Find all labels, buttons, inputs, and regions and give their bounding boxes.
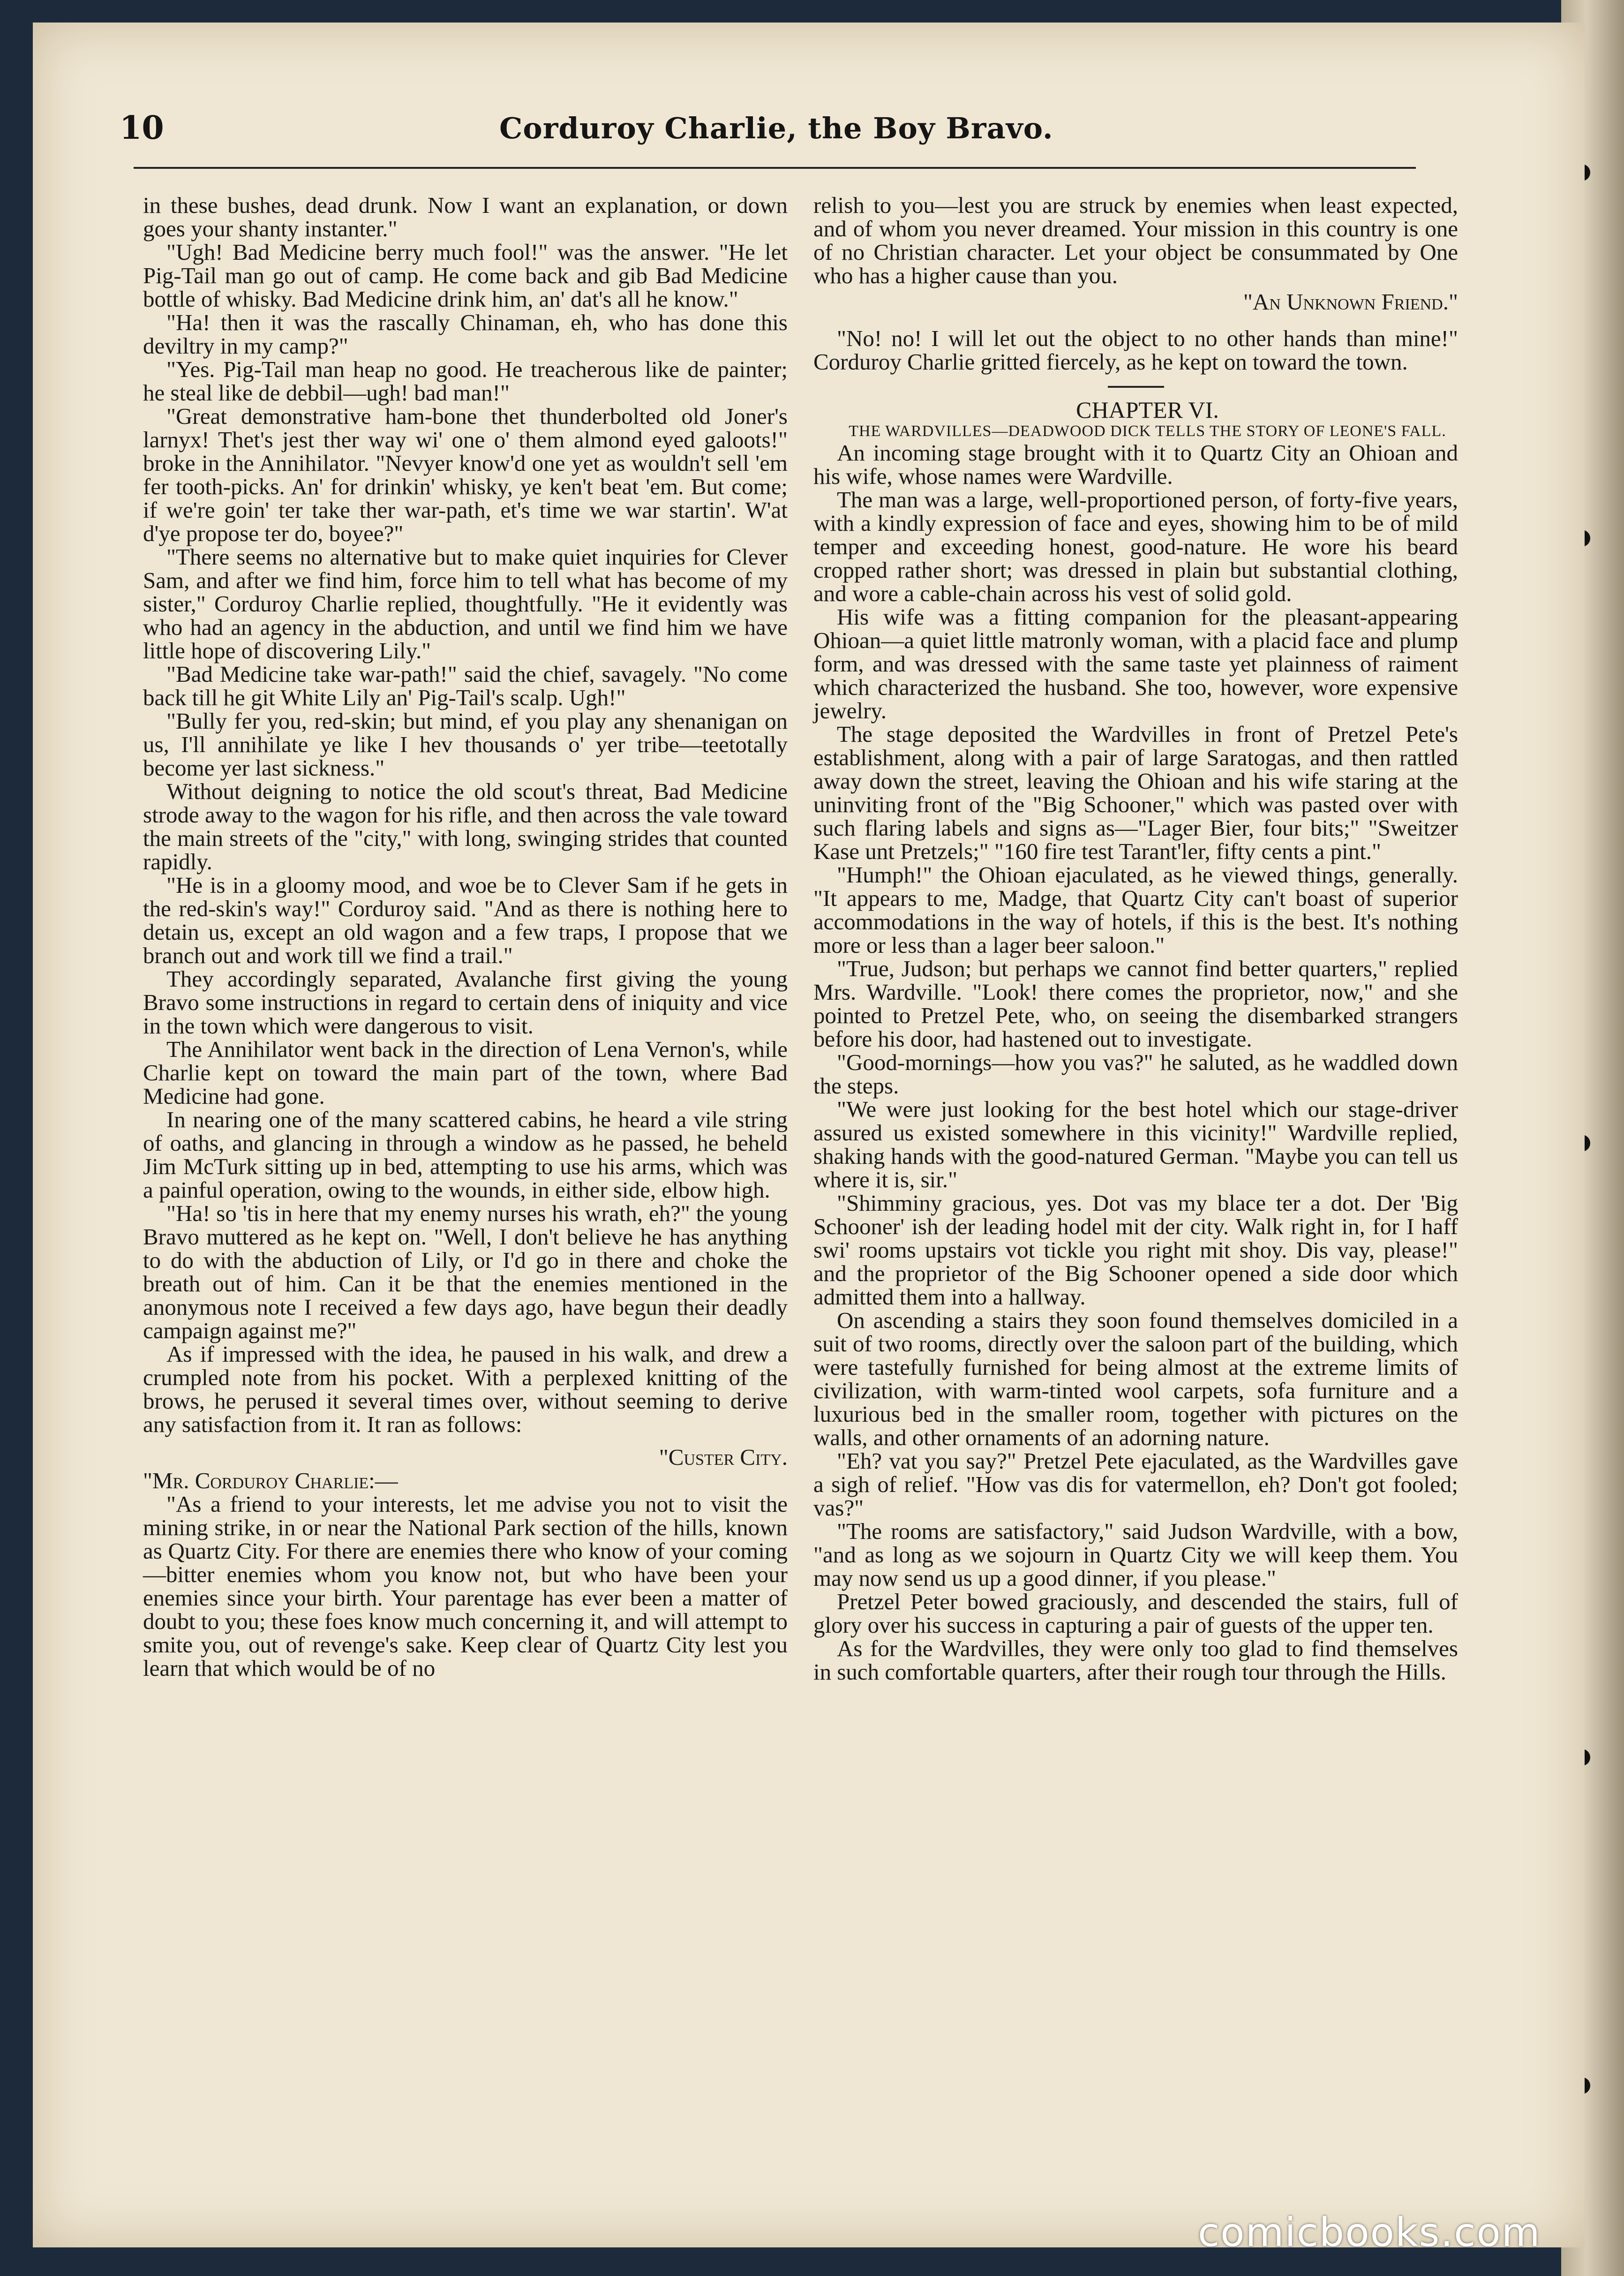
watermark: comicbooks.com — [1198, 2209, 1541, 2255]
paragraph: The Annihilator went back in the direction of Lena Vernon's, while Charlie kept on toward the main part of the town, where Bad Medicine had gone. — [143, 1036, 788, 1109]
section-rule — [1108, 386, 1164, 388]
paragraph: "Humph!" the Ohioan ejaculated, as he viewed things, generally. "It appears to me, Madge, that Quartz City can't boast of superior accommodations in the way of hotels, if this is the best. It's nothing more or less than a lager beer saloon." — [813, 862, 1458, 958]
header-rule-left — [134, 167, 741, 169]
paragraph: "True, Judson; but perhaps we cannot find better quarters," replied Mrs. Wardville. "Look! there comes the proprietor, now," and she pointed to Pretzel Pete, who, on seeing the disembarked strangers before his door, had hastened out to investigate. — [813, 956, 1458, 1052]
paragraph: "Shimminy gracious, yes. Dot vas my blace ter a dot. Der 'Big Schooner' ish der leading hodel mit der city. Walk right in, for I haff swi' rooms upstairs vot tickle you right mit shoy. Dis vay, please!" and the proprietor of the Big Schooner opened a side door which admitted them into a hallway. — [813, 1190, 1458, 1310]
running-header — [120, 109, 1460, 161]
letter-salutation: "Mr. Corduroy Charlie:— — [143, 1468, 398, 1493]
header-rule-right — [741, 167, 1416, 169]
page — [33, 23, 1585, 2247]
paragraph: "Great demonstrative ham-bone thet thunderbolted old Joner's larnyx! Thet's jest ther way wi' one o' them almond eyed galoots!" broke in the Annihilator. "Nevyer know'd one yet as wouldn't sell 'em fer tooth-picks. An' for drinkin' whisky, ye ken't beat 'em. But come; if we're goin' ter take ther war-path, et's time we war startin'. W'at d'ye propose ter do, boyee?" — [143, 403, 788, 546]
chapter-title: CHAPTER VI. — [1076, 397, 1219, 423]
paragraph: "Good-mornings—how you vas?" he saluted, as he waddled down the steps. — [813, 1049, 1458, 1099]
chapter-subtitle: THE WARDVILLES—DEADWOOD DICK TELLS THE STORY OF LEONE'S FALL. — [849, 422, 1446, 440]
page-number: 10 — [120, 109, 164, 147]
paragraph: "He is in a gloomy mood, and woe be to Clever Sam if he gets in the red-skin's way!" Corduroy said. "And as there is nothing here to detain us, except an old wagon and a few traps, I propose that we branch out and work till we find a trail." — [143, 872, 788, 968]
paragraph: "There seems no alternative but to make quiet inquiries for Clever Sam, and after we find him, force him to tell what has become of my sister," Corduroy Charlie replied, thoughtfully. "He it evidently was who had an agency in the abduction, and until we find him we have little hope of discovering Lily." — [143, 544, 788, 663]
paragraph: They accordingly separated, Avalanche first giving the young Bravo some instructions in regard to certain dens of iniquity and vice in the town which were dangerous to visit. — [143, 966, 788, 1039]
paragraph: As if impressed with the idea, he paused in his walk, and drew a crumpled note from his pocket. With a perplexed knitting of the brows, he perused it several times over, without seeming to derive any satisfaction from it. It ran as follows: — [143, 1341, 788, 1437]
right-column — [813, 194, 1458, 1684]
paragraph: "Bully fer you, red-skin; but mind, ef you play any shenanigan on us, I'll annihilate ye like I hev thousands o' yer tribe—teetotally become yer last sickness." — [143, 708, 788, 781]
letter-signature: "An Unknown Friend." — [1243, 289, 1458, 315]
paragraph: In nearing one of the many scattered cabins, he heard a vile string of oaths, and glancing in through a window as he passed, he beheld Jim McTurk sitting up in bed, attempting to use his arms, which was a painful operation, owing to the wounds, in either side, elbow high. — [143, 1107, 788, 1203]
paragraph: "Ha! then it was the rascally Chinaman, eh, who has done this deviltry in my camp?" — [143, 309, 788, 359]
paragraph: "Ha! so 'tis in here that my enemy nurses his wrath, eh?" the young Bravo muttered as he kept on. "Well, I don't believe he has anything to do with the abduction of Lily, or I'd go in there and choke the breath out of him. Can it be that the enemies mentioned in the anonymous note I received a few days ago, have begun their deadly campaign against me?" — [143, 1200, 788, 1343]
paragraph: An incoming stage brought with it to Quartz City an Ohioan and his wife, whose names were Wardville. — [813, 440, 1458, 489]
paragraph: The stage deposited the Wardvilles in front of Pretzel Pete's establishment, along with a pair of large Saratogas, and then rattled away down the street, leaving the Ohioan and his wife staring at the uninviting front of the "Big Schooner," which was pasted over with such flaring labels and signs as—"Lager Bier, four bits;" "Sweitzer Kase unt Pretzels;" "160 fire test Tarant'ler, fifty cents a pint." — [813, 721, 1458, 864]
running-title: Corduroy Charlie, the Boy Bravo. — [499, 111, 1053, 145]
paragraph: Pretzel Peter bowed graciously, and descended the stairs, full of glory over his success in capturing a pair of guests of the upper ten. — [813, 1589, 1458, 1638]
paragraph: "Ugh! Bad Medicine berry much fool!" was the answer. "He let Pig-Tail man go out of camp. He come back and gib Bad Medicine bottle of whisky. Bad Medicine drink him, an' dat's all he know." — [143, 239, 788, 312]
left-column — [143, 194, 788, 1680]
paragraph: "The rooms are satisfactory," said Judson Wardville, with a bow, "and as long as we sojourn in Quartz City we will keep them. You may now send us up a good dinner, if you please." — [813, 1518, 1458, 1591]
paragraph: "We were just looking for the best hotel which our stage-driver assured us existed somewhere in this vicinity!" Wardville replied, shaking hands with the good-natured German. "Maybe you can tell us where it is, sir." — [813, 1096, 1458, 1192]
paragraph: "Yes. Pig-Tail man heap no good. He treacherous like de painter; he steal like de debbil—ugh! bad man!" — [143, 356, 788, 406]
paragraph: On ascending a stairs they soon found themselves domiciled in a suit of two rooms, directly over the saloon part of the building, which were tastefully furnished for being almost at the extreme limits of civilization, with warm-tinted wool carpets, sofa furniture and a luxurious bed in the smaller room, together with pictures on the walls, and other ornaments of an adorning nature. — [813, 1307, 1458, 1450]
paragraph: Without deigning to notice the old scout's threat, Bad Medicine strode away to the wagon for his rifle, and then across the vale toward the main streets of the "city," with long, swinging strides that counted rapidly. — [143, 778, 788, 874]
paragraph: in these bushes, dead drunk. Now I want an explanation, or down goes your shanty instanter." — [143, 192, 788, 241]
paragraph: As for the Wardvilles, they were only too glad to find themselves in such comfortable quarters, after their rough tour through the Hills. — [813, 1635, 1458, 1685]
paragraph: "Bad Medicine take war-path!" said the chief, savagely. "No come back till he git White Lily an' Pig-Tail's scalp. Ugh!" — [143, 661, 788, 710]
paragraph: The man was a large, well-proportioned person, of forty-five years, with a kindly expression of face and eyes, showing him to be of mild temper and exceeding honest, good-nature. He wore his beard cropped rather short; was dressed in plain but substantial clothing, and wore a cable-chain across his vest of solid gold. — [813, 487, 1458, 606]
letter-body: "As a friend to your interests, let me advise you not to visit the mining strike, in or near the National Park section of the hills, known as Quartz City. For there are enemies there who know of your coming—bitter enemies whom you know not, but who have been your enemies since your birth. Your parentage has ever been a matter of doubt to you; these foes know much concerning it, and will attempt to smite you, out of revenge's sake. Keep clear of Quartz City lest you learn that which would be of no — [143, 1491, 788, 1681]
paragraph: "Eh? vat you say?" Pretzel Pete ejaculated, as the Wardvilles gave a sigh of relief. "How vas dis for vatermellon, eh? Don't got fooled; vas?" — [813, 1448, 1458, 1521]
paragraph: His wife was a fitting companion for the pleasant-appearing Ohioan—a quiet little matronly woman, with a placid face and plump form, and was dressed with the same taste yet plainness of raiment which characterized the husband. She too, however, wore expensive jewelry. — [813, 604, 1458, 723]
paragraph: "No! no! I will let out the object to no other hands than mine!" Corduroy Charlie gritted fiercely, as he kept on toward the town. — [813, 325, 1458, 375]
letter-place: "Custer City. — [659, 1444, 788, 1470]
paragraph: relish to you—lest you are struck by enemies when least expected, and of whom you never dreamed. Your mission in this country is one of no Christian character. Let your object be consummated by One who has a higher cause than you. — [813, 192, 1458, 288]
